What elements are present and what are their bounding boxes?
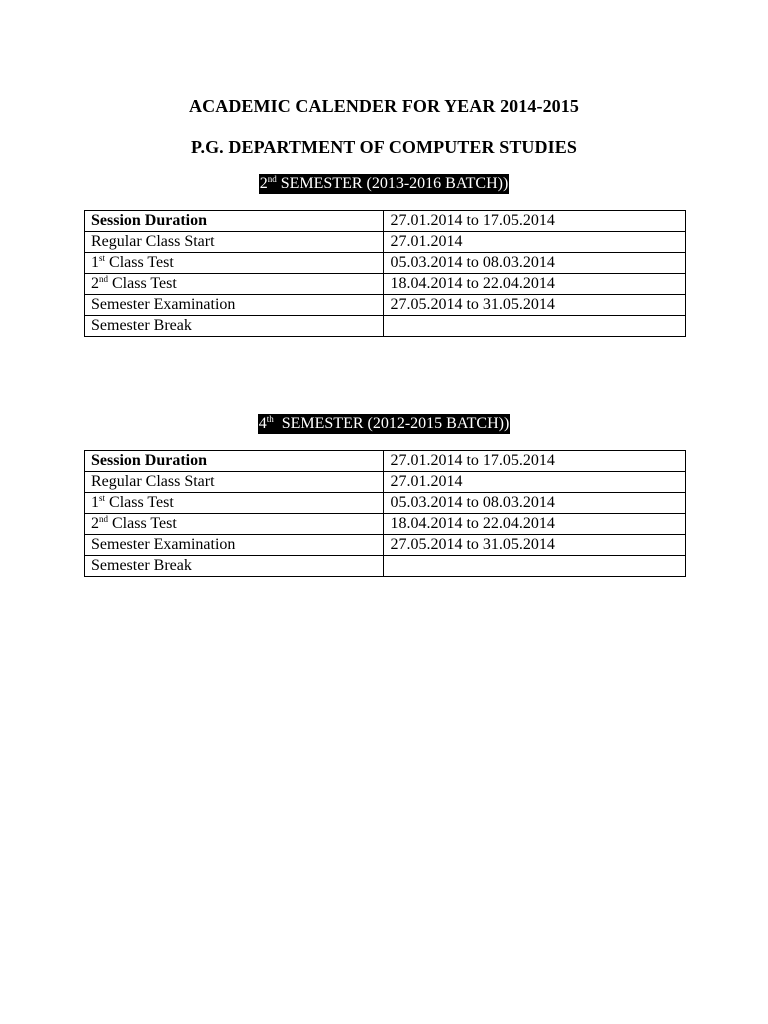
table-row: [85, 232, 686, 253]
row-label: Session Duration: [91, 452, 208, 469]
semester-number: 4: [258, 415, 267, 432]
row-label: Semester Break: [91, 557, 192, 574]
row-label: Regular Class Start: [91, 233, 215, 250]
semester-number: 2: [259, 175, 268, 192]
semester-2-schedule-table: [84, 210, 686, 337]
row-label: Semester Examination: [91, 536, 236, 553]
row-value-cell: 27.01.2014: [384, 232, 686, 253]
department-heading: P.G. DEPARTMENT OF COMPUTER STUDIES: [191, 137, 577, 157]
row-value-cell: 27.01.2014 to 17.05.2014: [384, 211, 686, 232]
ordinal-suffix: st: [99, 253, 106, 263]
row-value-cell: 27.01.2014: [384, 472, 686, 493]
semester-4-heading-box: [258, 414, 511, 434]
semester-heading-text: SEMESTER (2012-2015 BATCH)): [273, 415, 510, 432]
row-label-cell: [85, 316, 384, 337]
row-label: Session Duration: [91, 212, 208, 229]
row-number: 2: [91, 275, 99, 292]
row-label: Class Test: [108, 275, 177, 292]
row-value-cell: 18.04.2014 to 22.04.2014: [384, 514, 686, 535]
row-label-cell: [85, 556, 384, 577]
ordinal-suffix: nd: [267, 174, 277, 184]
semester-4-schedule-table: [84, 450, 686, 577]
table-row: [85, 295, 686, 316]
table-row: [85, 211, 686, 232]
row-label-cell: [85, 451, 384, 472]
row-value-cell: [384, 316, 686, 337]
row-label-cell: [85, 274, 384, 295]
ordinal-suffix: st: [99, 493, 106, 503]
row-label-cell: [85, 253, 384, 274]
semester-2-heading-box: [259, 174, 510, 194]
ordinal-suffix: nd: [99, 514, 108, 524]
row-label-cell: [85, 295, 384, 316]
row-value-cell: 27.01.2014 to 17.05.2014: [384, 451, 686, 472]
row-label-cell: [85, 232, 384, 253]
table-row: [85, 493, 686, 514]
row-label: Class Test: [108, 515, 177, 532]
document-title: ACADEMIC CALENDER FOR YEAR 2014-2015: [189, 96, 579, 116]
row-label-cell: [85, 514, 384, 535]
row-label-cell: [85, 211, 384, 232]
table-row: [85, 556, 686, 577]
semester-heading-text: SEMESTER (2013-2016 BATCH)): [276, 175, 509, 192]
table-row: [85, 451, 686, 472]
row-number: 2: [91, 515, 99, 532]
table-row: [85, 316, 686, 337]
table-row: [85, 514, 686, 535]
row-number: 1: [91, 254, 99, 271]
row-value-cell: 18.04.2014 to 22.04.2014: [384, 274, 686, 295]
row-value-cell: 05.03.2014 to 08.03.2014: [384, 253, 686, 274]
row-label-cell: [85, 535, 384, 556]
semester-2-heading: [0, 174, 768, 194]
table-row: [85, 535, 686, 556]
row-value-cell: [384, 556, 686, 577]
row-label: Regular Class Start: [91, 473, 215, 490]
row-label: Semester Break: [91, 317, 192, 334]
ordinal-suffix: th: [266, 414, 274, 424]
row-value-cell: 27.05.2014 to 31.05.2014: [384, 535, 686, 556]
row-label: Semester Examination: [91, 296, 236, 313]
ordinal-suffix: nd: [99, 274, 108, 284]
row-number: 1: [91, 494, 99, 511]
table-row: [85, 253, 686, 274]
row-label: Class Test: [105, 254, 174, 271]
row-label: Class Test: [105, 494, 174, 511]
table-row: [85, 274, 686, 295]
table-row: [85, 472, 686, 493]
row-label-cell: [85, 472, 384, 493]
semester-4-heading: [0, 414, 768, 434]
row-value-cell: 05.03.2014 to 08.03.2014: [384, 493, 686, 514]
row-label-cell: [85, 493, 384, 514]
row-value-cell: 27.05.2014 to 31.05.2014: [384, 295, 686, 316]
